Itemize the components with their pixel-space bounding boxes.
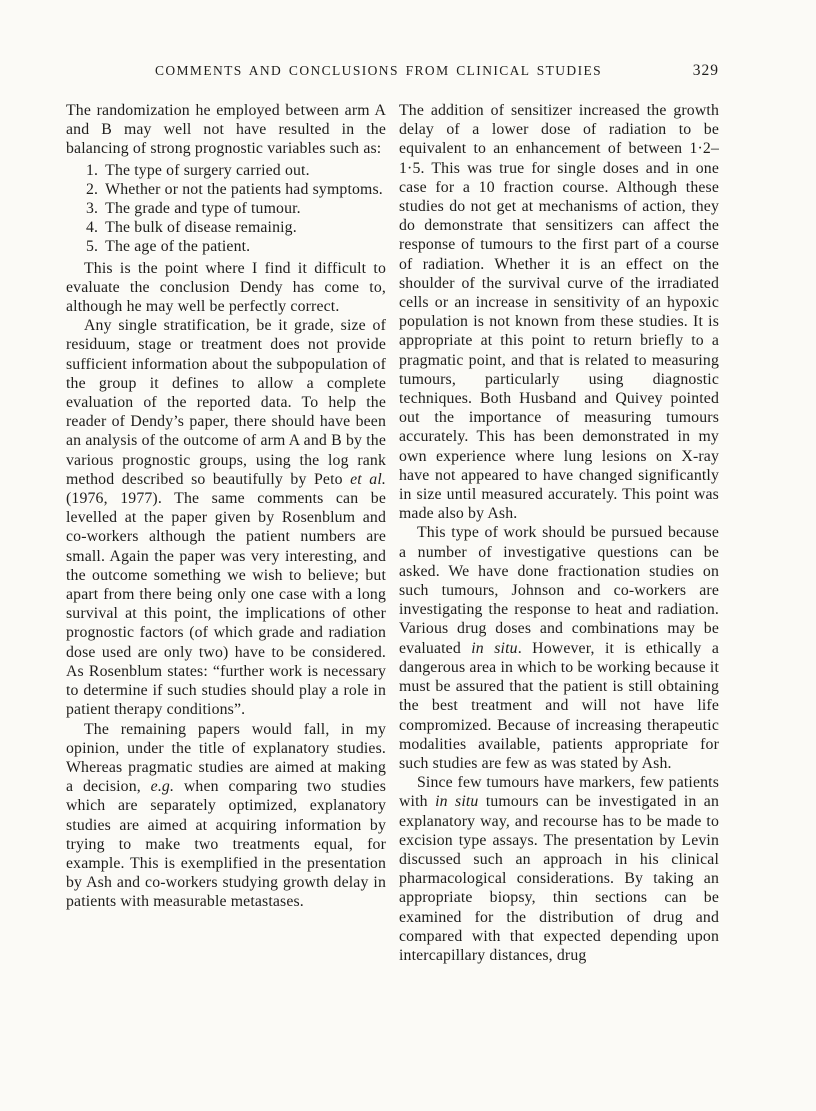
list-item-text: Whether or not the patients had symptoms.: [105, 180, 383, 198]
two-column-text: [66, 101, 719, 965]
right-column: [399, 101, 719, 965]
list-item: [86, 218, 386, 237]
list-item: [86, 161, 386, 180]
paragraph: Any single stratification, be it grade, size of residuum, stage or treatment does not provide sufficient information about the subpopulation of the group it defines to allow a complete evaluation of the reported data. To help the reader of Dendy’s paper, there should have been an analysis of the outcome of arm A and B by the various prognostic groups, using the log rank method described so beautifully by Peto et al. (1976, 1977). The same comments can be levelled at the paper given by Rosenblum and co-workers although the patient numbers are small. Again the paper was very interesting, and the outcome something we wish to believe; but apart from there being only one case with a long survival at this point, the implications of other prognostic factors (of which grade and radiation dose used are only two) have to be considered. As Rosenblum states: “further work is necessary to determine if such studies should play a role in patient therapy conditions”.: [66, 317, 386, 719]
paragraph: This is the point where I find it difficult to evaluate the conclusion Dendy has come to, although he may well be perfectly correct.: [66, 259, 386, 316]
page-header: [66, 62, 719, 84]
paragraph: The remaining papers would fall, in my opinion, under the title of explanatory studies. Whereas pragmatic studies are aimed at making a decision, e.g. when comparing two studies which are separately optimized, explanatory studies are aimed at acquiring information by trying to make two treatments equal, for example. This is exemplified in the presentation by Ash and co-workers studying growth delay in patients with measurable metastases.: [66, 720, 386, 911]
page-number: 329: [692, 62, 719, 79]
numbered-list: [86, 161, 386, 257]
list-item-text: The age of the patient.: [105, 238, 251, 256]
left-column: [66, 101, 386, 965]
list-item-number: 3.: [86, 200, 99, 218]
list-item-number: 1.: [86, 161, 99, 179]
list-item-text: The grade and type of tumour.: [105, 200, 301, 218]
list-item: [86, 199, 386, 218]
list-item-text: The bulk of disease remainig.: [105, 219, 297, 237]
italic-phrase: et al.: [350, 470, 386, 488]
italic-phrase: e.g.: [150, 778, 175, 796]
list-item: [86, 237, 386, 256]
running-title: COMMENTS AND CONCLUSIONS FROM CLINICAL STUDIES: [154, 63, 603, 78]
paragraph: Since few tumours have markers, few patients with in situ tumours can be investigated in an explanatory way, and recourse has to be made to excision type assays. The presentation by Levin discussed such an approach in his clinical pharmacological considerations. By taking an appropriate biopsy, thin sections can be examined for the distribution of drug and compared with that expected depending upon intercapillary distances, drug: [399, 774, 719, 964]
list-item: [86, 180, 386, 199]
italic-phrase: in situ: [471, 639, 518, 657]
list-item-number: 4.: [86, 219, 99, 237]
list-item-text: The type of surgery carried out.: [105, 161, 310, 179]
paragraph: This type of work should be pursued because a number of investigative questions can be asked. We have done fractionation studies on such tumours, Johnson and co-workers are investigating the response to heat and radiation. Various drug doses and combinations may be evaluated in situ. However, it is ethically a dangerous area in which to be working because it must be assured that the patient is still obtaining the best treatment and will not have life compromized. Because of increasing therapeutic modalities available, patients appropriate for such studies are few as was stated by Ash.: [399, 524, 719, 772]
paragraph: The randomization he employed between arm A and B may well not have resulted in the balancing of strong prognostic variables such as:: [66, 102, 386, 158]
italic-phrase: in situ: [435, 793, 479, 811]
list-item-number: 2.: [86, 180, 99, 198]
list-item-number: 5.: [86, 238, 99, 256]
paragraph: The addition of sensitizer increased the growth delay of a lower dose of radiation to be equivalent to an enhancement of between 1·2–1·5. This was true for single doses and in one case for a 10 fraction course. Although these studies do not get at mechanisms of action, they do demonstrate that sensitizers can affect the response of tumours to the first part of a course of radiation. Whether it is an effect on the shoulder of the survival curve of the irradiated cells or an increase in sensitivity of an hypoxic population is not known from these studies. It is appropriate at this point to return briefly to a pragmatic point, and that is related to measuring tumours, particularly using diagnostic techniques. Both Husband and Quivey pointed out the importance of measuring tumours accurately. This has been demonstrated in my own experience where lung lesions on X-ray have not appeared to have changed significantly in size until measured accurately. This point was made also by Ash.: [399, 102, 719, 523]
